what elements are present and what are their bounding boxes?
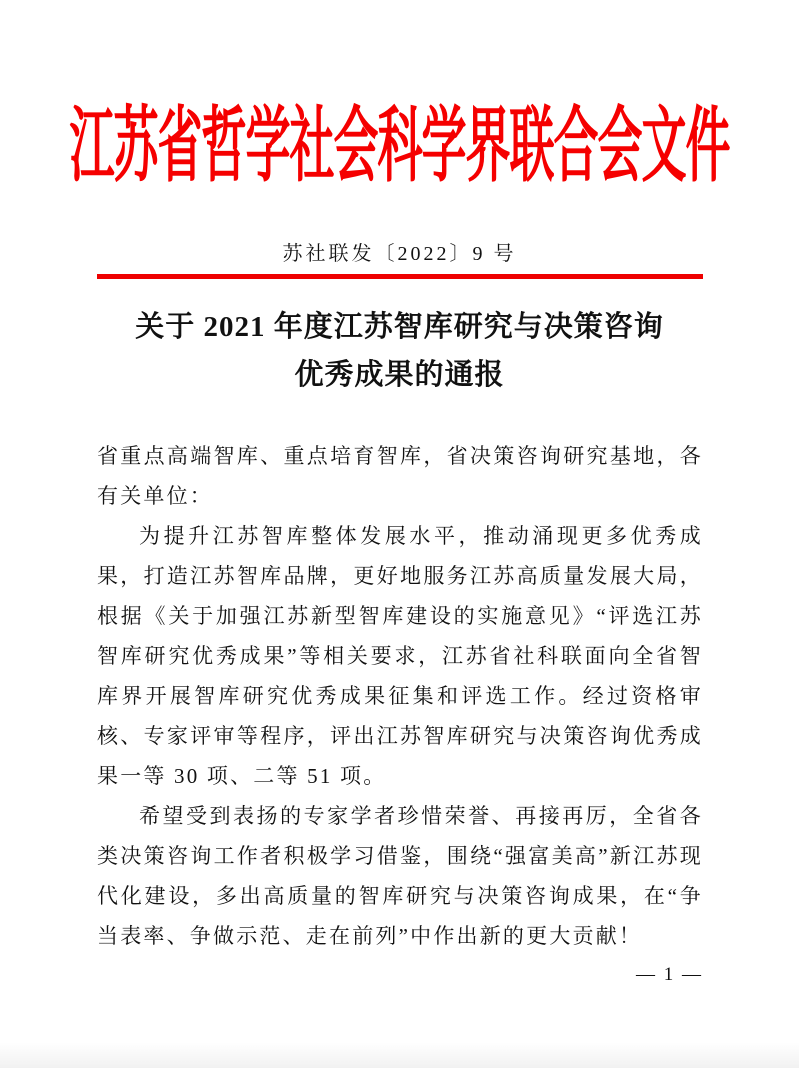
document-number: 苏社联发〔2022〕9 号 [282,243,517,265]
letterhead-title: 江苏省哲学社会科学界联合会文件 [69,100,730,192]
document-body [97,436,703,956]
document-title [0,303,799,399]
page-bottom-edge [0,1042,799,1068]
body-paragraph: 为提升江苏智库整体发展水平，推动涌现更多优秀成果，打造江苏智库品牌，更好地服务江苏高质量发展大局，根据《关于加强江苏新型智库建设的实施意见》“评选江苏智库研究优秀成果”等相关要求，江苏省社科联面向全省智库界开展智库研究优秀成果征集和评选工作。经过资格审核、专家评审等程序，评出江苏智库研究与决策咨询优秀成果一等 30 项、二等 51 项。 [97,524,703,788]
document-title-line-2: 优秀成果的通报 [294,359,505,391]
red-divider-line [97,274,703,279]
page-number: — 1 — [636,964,703,985]
document-title-line-1: 关于 2021 年度江苏智库研究与决策咨询 [135,311,664,343]
body-paragraph: 希望受到表扬的专家学者珍惜荣誉、再接再厉，全省各类决策咨询工作者积极学习借鉴，围绕“强富美高”新江苏现代化建设，多出高质量的智库研究与决策咨询成果，在“争当表率、争做示范、走在前列”中作出新的更大贡献！ [97,804,703,948]
body-paragraph: 省重点高端智库、重点培育智库，省决策咨询研究基地，各有关单位： [97,444,703,508]
